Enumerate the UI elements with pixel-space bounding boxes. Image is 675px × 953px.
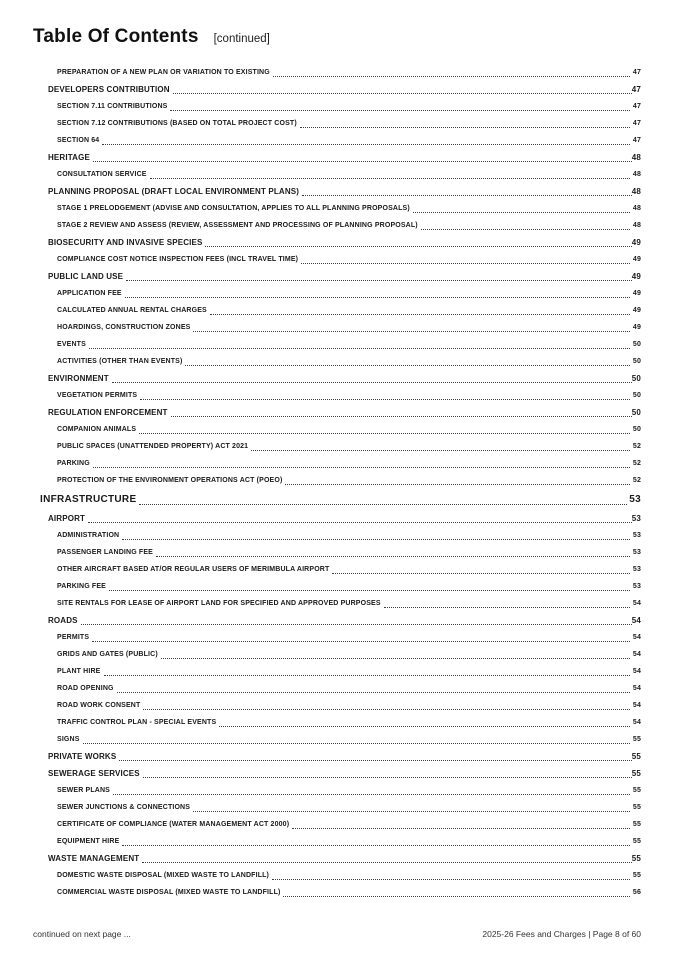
dot-leader [122,539,630,540]
toc-entry-label: WASTE MANAGEMENT [48,854,140,863]
dot-leader [117,692,630,693]
toc-entry-page: 55 [631,854,641,863]
toc-entry-page: 50 [631,408,641,417]
toc-entry[interactable] [0,646,641,663]
dot-leader [205,246,631,247]
toc-entry[interactable] [0,404,641,421]
toc-entry[interactable] [0,578,641,595]
toc-entry[interactable] [0,438,641,455]
toc-entry-page: 55 [632,736,641,743]
dot-leader [273,76,630,77]
toc-entry-label: EQUIPMENT HIRE [57,838,120,845]
toc-entry-page: 53 [632,566,641,573]
page-title-row [33,26,270,48]
toc-entry-label: INFRASTRUCTURE [40,494,137,505]
toc-entry[interactable] [0,353,641,370]
dot-leader [143,709,629,710]
toc-entry-page: 54 [632,685,641,692]
toc-entry-page: 48 [631,187,641,196]
toc-entry-page: 49 [632,307,641,314]
toc-entry-label: SITE RENTALS FOR LEASE OF AIRPORT LAND FOR SPECIFIED AND APPROVED PURPOSES [57,600,381,607]
toc-entry[interactable] [0,765,641,782]
dot-leader [81,624,632,625]
toc-entry[interactable] [0,595,641,612]
toc-entry-page: 54 [632,600,641,607]
toc-entry-label: ROADS [48,616,78,625]
toc-entry-label: SECTION 7.11 CONTRIBUTIONS [57,103,168,110]
toc-entry-label: REGULATION ENFORCEMENT [48,408,168,417]
toc-entry[interactable] [0,472,641,489]
page-footer [33,929,641,939]
toc-entry-label: ACTIVITIES (OTHER THAN EVENTS) [57,358,183,365]
toc-entry[interactable] [0,251,641,268]
toc-entry[interactable] [0,527,641,544]
dot-leader [89,348,630,349]
toc-entry-label: PARKING [57,460,90,467]
toc-entry-label: HERITAGE [48,153,90,162]
toc-entry-page: 53 [632,583,641,590]
dot-leader [139,433,630,434]
toc-entry-label: PERMITS [57,634,90,641]
toc-entry-page: 47 [632,103,641,110]
toc-entry[interactable] [0,489,641,510]
dot-leader [285,484,629,485]
dot-leader [251,450,630,451]
toc-entry[interactable] [0,680,641,697]
toc-entry-label: OTHER AIRCRAFT BASED AT/OR REGULAR USERS OF MERIMBULA AIRPORT [57,566,330,573]
toc-entry[interactable] [0,816,641,833]
toc-entry-page: 55 [632,821,641,828]
toc-entry[interactable] [0,629,641,646]
dot-leader [122,845,630,846]
toc-entry-label: PASSENGER LANDING FEE [57,549,153,556]
toc-entry[interactable] [0,81,641,98]
toc-entry-page: 50 [632,341,641,348]
toc-entry-page: 48 [632,205,641,212]
toc-entry[interactable] [0,697,641,714]
toc-entry-label: SECTION 7.12 CONTRIBUTIONS (BASED ON TOTAL PROJECT COST) [57,120,297,127]
toc-entry-page: 53 [632,532,641,539]
toc-entry-label: SEWERAGE SERVICES [48,769,140,778]
dot-leader [150,178,630,179]
toc-entry-page: 55 [631,752,641,761]
toc-entry[interactable] [0,850,641,867]
toc-entry[interactable] [0,217,641,234]
toc-entry-label: AIRPORT [48,514,86,523]
dot-leader [113,794,630,795]
dot-leader [193,331,629,332]
toc-entry-page: 50 [632,358,641,365]
toc-entry-page: 55 [632,872,641,879]
toc-entry[interactable] [0,455,641,472]
dot-leader [156,556,630,557]
toc-entry-label: DOMESTIC WASTE DISPOSAL (MIXED WASTE TO LANDFILL) [57,872,270,879]
dot-leader [88,522,632,523]
toc-entry-label: CONSULTATION SERVICE [57,171,147,178]
toc-entry-label: CERTIFICATE OF COMPLIANCE (WATER MANAGEMENT ACT 2000) [57,821,290,828]
dot-leader [272,879,630,880]
toc-entry-label: PARKING FEE [57,583,106,590]
toc-entry[interactable] [0,612,641,629]
dot-leader [93,161,632,162]
toc-entry-page: 54 [632,719,641,726]
dot-leader [384,607,630,608]
toc-entry-label: TRAFFIC CONTROL PLAN - SPECIAL EVENTS [57,719,217,726]
dot-leader [139,504,627,505]
dot-leader [83,743,630,744]
toc-entry[interactable] [0,799,641,816]
toc-entry-page: 54 [632,634,641,641]
toc-entry-page: 53 [631,514,641,523]
toc-entry[interactable] [0,319,641,336]
toc-entry-label: GRIDS AND GATES (PUBLIC) [57,651,158,658]
toc-entry[interactable] [0,387,641,404]
dot-leader [142,862,632,863]
toc-entry-label: STAGE 2 REVIEW AND ASSESS (REVIEW, ASSESSMENT AND PROCESSING OF PLANNING PROPOSAL) [57,222,418,229]
dot-leader [93,467,630,468]
toc-entry-page: 50 [632,426,641,433]
toc-entry-label: PREPARATION OF A NEW PLAN OR VARIATION TO EXISTING [57,69,270,76]
dot-leader [126,280,632,281]
toc-entry-page: 49 [632,256,641,263]
footer-document-page-info: 2025-26 Fees and Charges | Page 8 of 60 [482,929,641,939]
toc-entry[interactable] [0,149,641,166]
toc-entry-page: 55 [631,769,641,778]
toc-entry-label: APPLICATION FEE [57,290,122,297]
toc-entry[interactable] [0,561,641,578]
toc-entry[interactable] [0,510,641,527]
toc-entry-page: 56 [632,889,641,896]
toc-entry-label: COMMERCIAL WASTE DISPOSAL (MIXED WASTE TO LANDFILL) [57,889,281,896]
page-title: Table Of Contents [33,26,199,47]
toc-entry[interactable] [0,867,641,884]
toc-entry[interactable] [0,64,641,81]
toc-entry[interactable] [0,421,641,438]
toc-entry-label: COMPLIANCE COST NOTICE INSPECTION FEES (INCL TRAVEL TIME) [57,256,299,263]
toc-entry[interactable] [0,200,641,217]
toc-entry-page: 54 [632,668,641,675]
toc-entry-label: COMPANION ANIMALS [57,426,137,433]
toc-entry-label: DEVELOPERS CONTRIBUTION [48,85,170,94]
toc-entry-page: 50 [632,392,641,399]
dot-leader [302,195,632,196]
toc-entry-label: PUBLIC SPACES (UNATTENDED PROPERTY) ACT 2021 [57,443,249,450]
toc-entry-label: CALCULATED ANNUAL RENTAL CHARGES [57,307,207,314]
toc-entry[interactable] [0,98,641,115]
dot-leader [119,760,631,761]
toc-entry[interactable] [0,731,641,748]
toc-entry-page: 48 [632,222,641,229]
toc-entry-page: 48 [631,153,641,162]
dot-leader [125,297,630,298]
dot-leader [92,641,630,642]
toc-entry[interactable] [0,782,641,799]
dot-leader [210,314,630,315]
toc-entry-label: PLANT HIRE [57,668,101,675]
toc-entry-label: VEGETATION PERMITS [57,392,138,399]
dot-leader [173,93,632,94]
toc-entry[interactable] [0,714,641,731]
toc-entry-page: 53 [629,494,641,505]
dot-leader [193,811,630,812]
dot-leader [104,675,630,676]
dot-leader [143,777,632,778]
toc-entry-label: ROAD OPENING [57,685,114,692]
toc-entry-page: 54 [631,616,641,625]
toc-entry[interactable] [0,833,641,850]
toc-entry-page: 47 [632,137,641,144]
toc-entry[interactable] [0,234,641,251]
toc-entry-page: 52 [632,460,641,467]
toc-entry-label: ADMINISTRATION [57,532,120,539]
toc-entry[interactable] [0,268,641,285]
toc-entry-page: 52 [632,477,641,484]
toc-entry-label: ROAD WORK CONSENT [57,702,141,709]
toc-entry-label: ENVIRONMENT [48,374,109,383]
toc-entry-page: 47 [631,85,641,94]
toc-entry-page: 47 [632,69,641,76]
dot-leader [332,573,629,574]
dot-leader [171,416,632,417]
toc-entry-page: 54 [632,651,641,658]
toc-entry-page: 54 [632,702,641,709]
toc-entry-label: SECTION 64 [57,137,100,144]
toc-entry[interactable] [0,336,641,353]
toc-entry-label: SEWER PLANS [57,787,110,794]
dot-leader [413,212,630,213]
toc-entry[interactable] [0,544,641,561]
toc-entry-page: 53 [632,549,641,556]
toc-entry[interactable] [0,663,641,680]
toc-entry-label: PLANNING PROPOSAL (DRAFT LOCAL ENVIRONMENT PLANS) [48,187,300,196]
dot-leader [140,399,630,400]
toc-entry-page: 50 [631,374,641,383]
toc-entry[interactable] [0,115,641,132]
toc-entry-label: PUBLIC LAND USE [48,272,124,281]
toc-entry-label: EVENTS [57,341,86,348]
toc-entry-label: PRIVATE WORKS [48,752,117,761]
dot-leader [300,127,630,128]
toc-entry-page: 55 [632,787,641,794]
toc-entry-page: 48 [632,171,641,178]
dot-leader [219,726,630,727]
toc-entry[interactable] [0,285,641,302]
toc-entry-page: 52 [632,443,641,450]
toc-entry-label: SIGNS [57,736,80,743]
toc-entry-label: SEWER JUNCTIONS & CONNECTIONS [57,804,191,811]
dot-leader [185,365,629,366]
toc-entry-page: 55 [632,838,641,845]
toc-entry[interactable] [0,370,641,387]
toc-entry[interactable] [0,748,641,765]
toc-entry-label: PROTECTION OF THE ENVIRONMENT OPERATIONS ACT (POEO) [57,477,283,484]
toc-entry[interactable] [0,183,641,200]
dot-leader [109,590,630,591]
toc-entry-label: STAGE 1 PRELODGEMENT (ADVISE AND CONSULTATION, APPLIES TO ALL PLANNING PROPOSALS) [57,205,410,212]
toc-entry[interactable] [0,166,641,183]
toc-entry-label: HOARDINGS, CONSTRUCTION ZONES [57,324,191,331]
toc-entry-page: 49 [632,290,641,297]
toc-entry-page: 49 [631,238,641,247]
page-title-continued-note: [continued] [213,33,270,45]
toc-entry-page: 55 [632,804,641,811]
footer-continued-text: continued on next page ... [33,929,131,939]
toc-list [0,64,641,901]
toc-entry-label: BIOSECURITY AND INVASIVE SPECIES [48,238,203,247]
dot-leader [161,658,630,659]
dot-leader [170,110,629,111]
toc-entry-page: 47 [632,120,641,127]
dot-leader [112,382,632,383]
toc-entry-page: 49 [631,272,641,281]
toc-entry[interactable] [0,302,641,319]
toc-entry[interactable] [0,132,641,149]
dot-leader [292,828,630,829]
dot-leader [283,896,629,897]
dot-leader [301,263,630,264]
dot-leader [102,144,630,145]
toc-entry-page: 49 [632,324,641,331]
dot-leader [421,229,630,230]
toc-entry[interactable] [0,884,641,901]
